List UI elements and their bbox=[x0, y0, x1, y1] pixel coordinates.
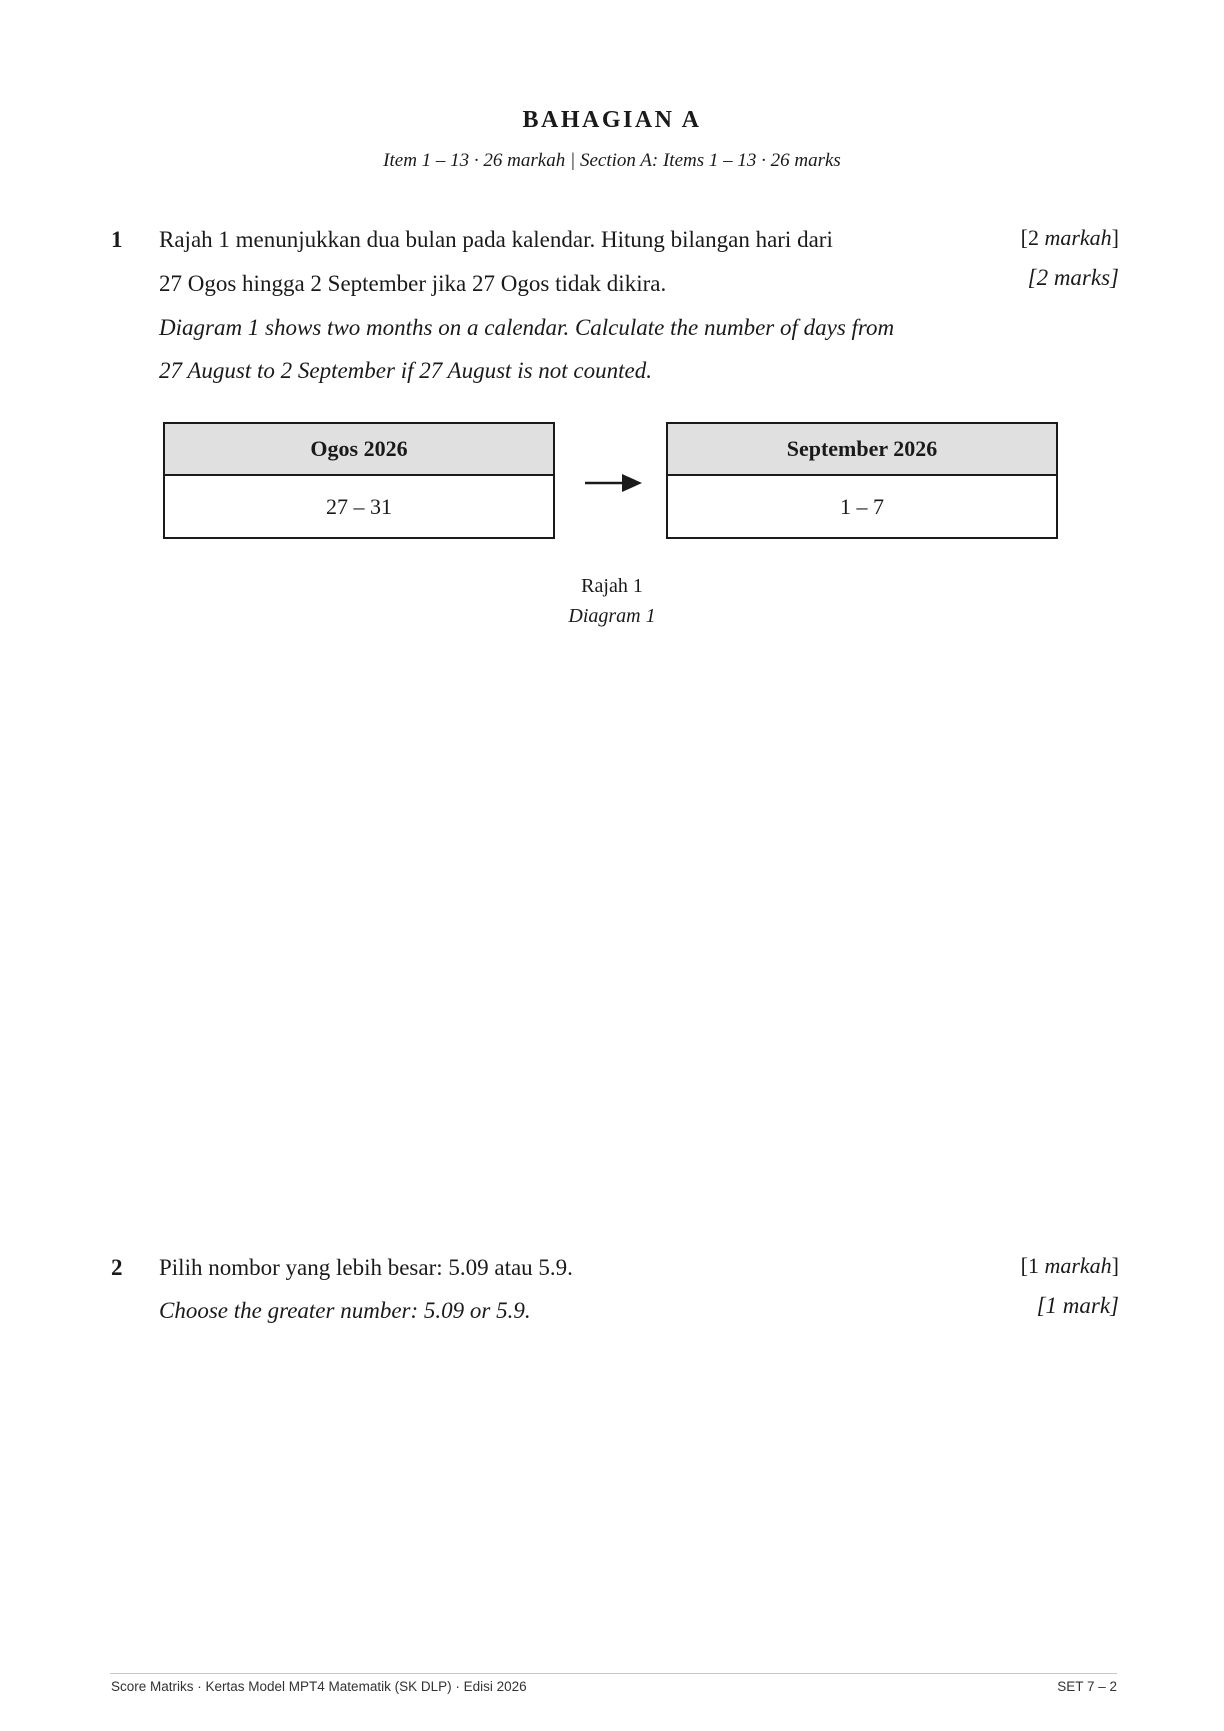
footer-divider bbox=[110, 1673, 1117, 1674]
question-1-text-ms-line-1: Rajah 1 menunjukkan dua bulan pada kalendar. Hitung bilangan hari dari bbox=[159, 227, 833, 252]
question-1-text-en-line-1: Diagram 1 shows two months on a calendar. Calculate the number of days from bbox=[159, 315, 895, 340]
footer-page-number: SET 7 – 2 bbox=[1057, 1679, 1117, 1694]
calendar-box-august bbox=[163, 422, 555, 539]
footer-publication: Score Matriks · Kertas Model MPT4 Matematik (SK DLP) · Edisi 2026 bbox=[111, 1679, 527, 1694]
section-subtitle: Item 1 – 13 · 26 markah | Section A: Items 1 – 13 · 26 marks bbox=[383, 150, 841, 171]
question-2-text-ms-line-1: Pilih nombor yang lebih besar: 5.09 atau 5.9. bbox=[159, 1255, 573, 1280]
calendar-box-september bbox=[666, 422, 1058, 539]
question-1-marks-ms: [2 markah] bbox=[1020, 225, 1119, 250]
calendar-date-range: 1 – 7 bbox=[840, 493, 884, 519]
question-1-number: 1 bbox=[111, 227, 123, 252]
question-1-text-en-line-2: 27 August to 2 September if 27 August is not counted. bbox=[159, 358, 652, 383]
question-2-text-en-line-1: Choose the greater number: 5.09 or 5.9. bbox=[159, 1298, 531, 1323]
diagram-caption-en: Diagram 1 bbox=[568, 605, 656, 627]
calendar-month-header: Ogos 2026 bbox=[165, 424, 553, 476]
question-2-number: 2 bbox=[111, 1255, 123, 1280]
question-2-marks-en: [1 mark] bbox=[1036, 1293, 1119, 1318]
question-1-marks-en: [2 marks] bbox=[1027, 265, 1119, 290]
question-2-marks-ms: [1 markah] bbox=[1020, 1253, 1119, 1278]
question-1-text-ms-line-2: 27 Ogos hingga 2 September jika 27 Ogos tidak dikira. bbox=[159, 271, 667, 296]
calendar-month-header: September 2026 bbox=[668, 424, 1056, 476]
diagram-caption-ms: Rajah 1 bbox=[581, 575, 643, 597]
calendar-date-range: 27 – 31 bbox=[326, 493, 392, 519]
right-arrow-icon bbox=[585, 471, 645, 495]
section-title: BAHAGIAN A bbox=[522, 107, 702, 133]
